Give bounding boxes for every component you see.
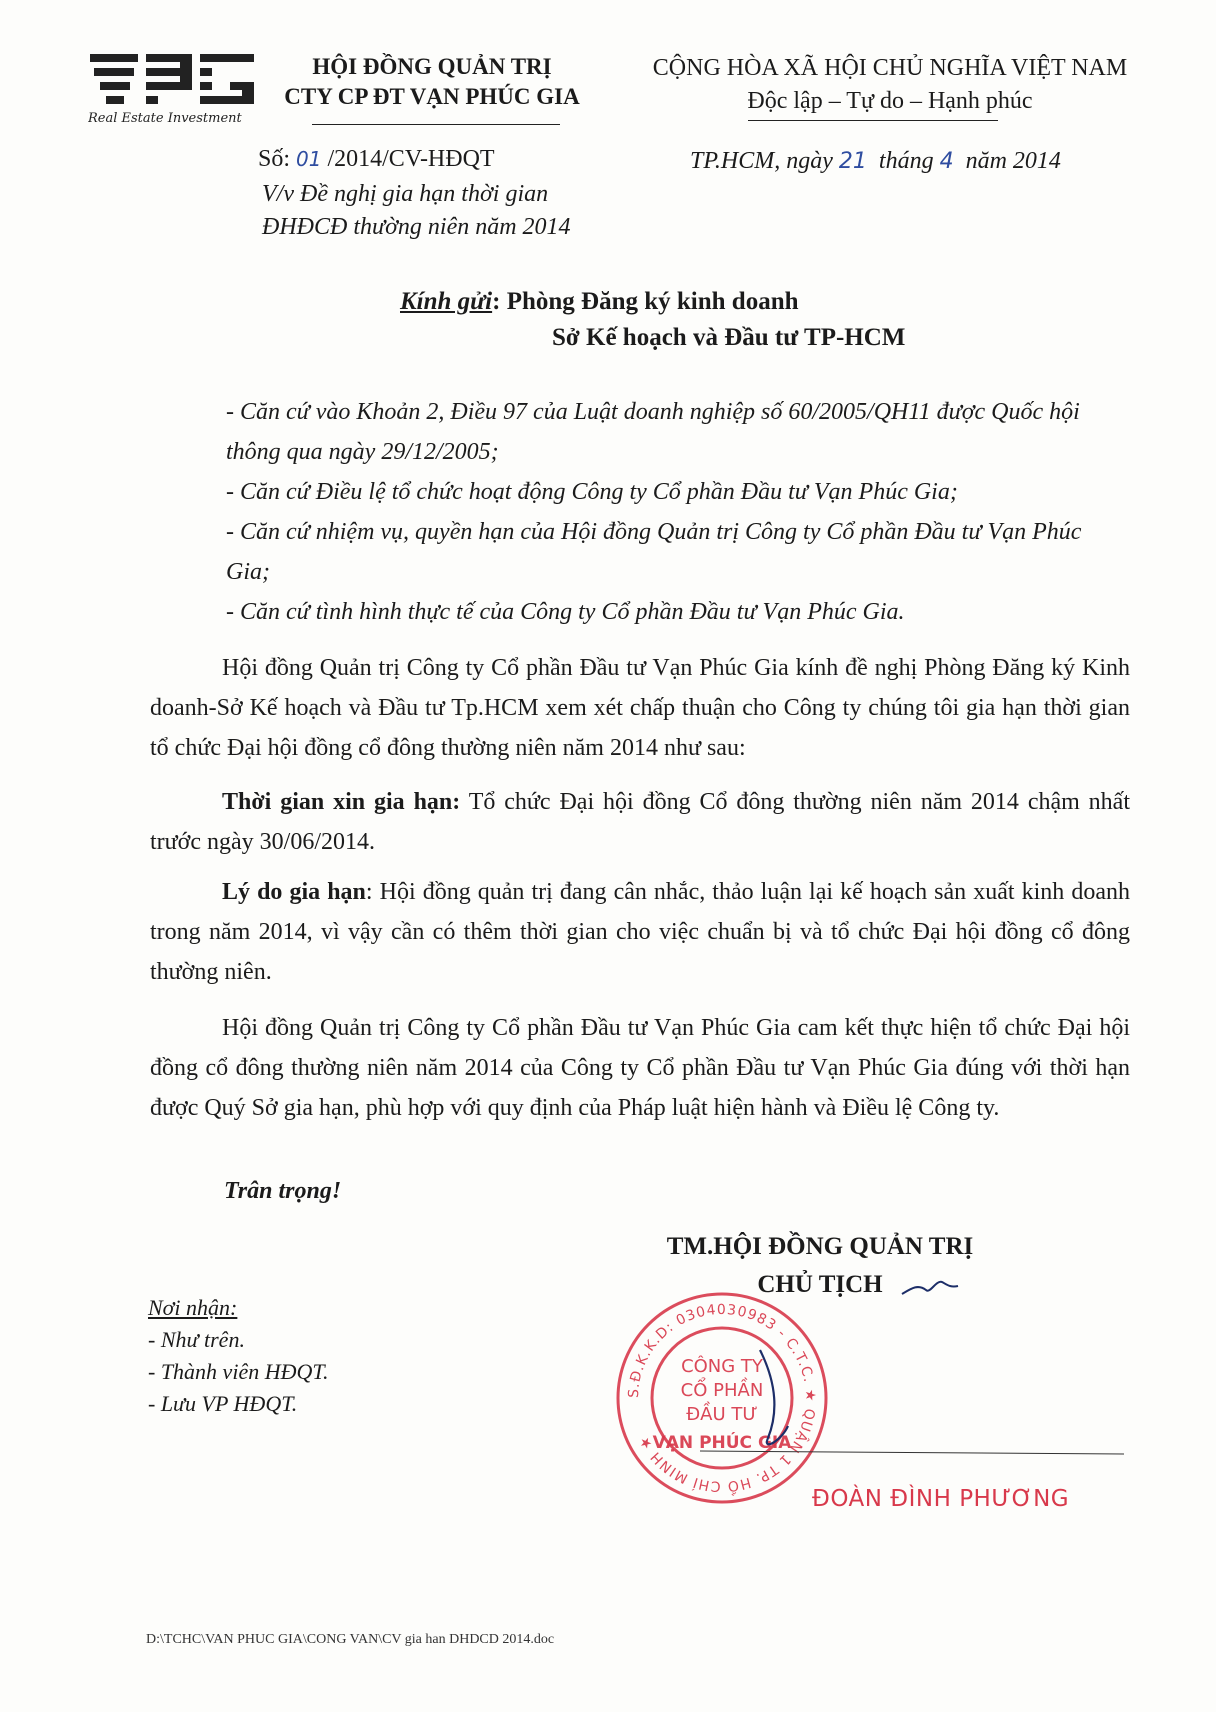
issuing-organization (262, 52, 602, 112)
stamp-ring-text: S.Đ.K.K.D: 0304030983 - C.T.C. ★ QUẬN 1 TP. HỒ CHÍ MINH ★ (625, 1301, 819, 1495)
date-prefix: TP.HCM, ngày (690, 148, 833, 174)
recipient: Kính gửi: Phòng Đăng ký kinh doanh Sở Kế hoạch và Đầu tư TP-HCM (400, 284, 905, 356)
document-number (258, 146, 495, 173)
basis-item: - Căn cứ tình hình thực tế của Công ty Cổ phần Đầu tư Vạn Phúc Gia. (226, 599, 905, 625)
org-divider (312, 124, 560, 125)
body-paragraph-request: Hội đồng Quản trị Công ty Cổ phần Đầu tư Vạn Phúc Gia kính đề nghị Phòng Đăng ký Kinh doanh-Sở Kế hoạch và Đầu tư Tp.HCM xem xét chấp thuận cho Công ty chúng tôi gia hạn thời gian tổ chức Đại hội đồng cổ đông thường niên năm 2014 như sau: (150, 655, 1130, 761)
signature-title1: TM.HỘI ĐỒNG QUẢN TRỊ (666, 1233, 974, 1260)
logo-tagline: Real Estate Investment (88, 111, 242, 126)
basis-item: - Căn cứ nhiệm vụ, quyền hạn của Hội đồng Quản trị Công ty Cổ phần Đầu tư Vạn Phúc Gia; (226, 519, 1082, 585)
recipient-line2: Sở Kế hoạch và Đầu tư TP-HCM (552, 324, 906, 351)
basis-item: - Căn cứ vào Khoản 2, Điều 97 của Luật doanh nghiệp số 60/2005/QH11 được Quốc hội thông qua ngày 29/12/2005; (226, 399, 1080, 465)
subject-line2: ĐHĐCĐ thường niên năm 2014 (262, 214, 571, 240)
document-subject (262, 178, 571, 244)
recipients-label: Nơi nhận: (148, 1295, 238, 1320)
subject-line1: V/v Đề nghị gia hạn thời gian (262, 181, 549, 207)
legal-basis-list (226, 392, 1126, 632)
body-paragraph-commitment: Hội đồng Quản trị Công ty Cổ phần Đầu tư Vạn Phúc Gia cam kết thực hiện tổ chức Đại hội đồng cổ đông thường niên năm 2014 của Công ty Cổ phần Đầu tư Vạn Phúc Gia đúng với thời hạn được Quý Sở gia hạn, phù hợp với quy định của Pháp luật hiện hành và Điều lệ Công ty. (150, 1015, 1130, 1121)
recipients-item: - Thành viên HĐQT. (148, 1359, 329, 1384)
signer-name: ĐOÀN ĐÌNH PHƯƠNG (812, 1486, 1070, 1512)
org-line1: HỘI ĐỒNG QUẢN TRỊ (312, 54, 552, 79)
vpg-logo (88, 50, 258, 134)
date-month-label: tháng (878, 148, 934, 174)
body-paragraph-extension-time (150, 782, 1130, 862)
stamp-line1: CÔNG TY (681, 1356, 763, 1377)
signature-title2: CHỦ TỊCH (757, 1271, 883, 1298)
initials-mark-icon (900, 1274, 960, 1300)
stamp-line2: CỔ PHẦN (680, 1380, 764, 1401)
body-paragraph-reason (150, 872, 1130, 992)
recipients-item: - Như trên. (148, 1327, 245, 1352)
recipient-line1: Phòng Đăng ký kinh doanh (506, 288, 799, 315)
date-year: năm 2014 (965, 148, 1061, 174)
reason-text: : Hội đồng quản trị đang cân nhắc, thảo luận lại kế hoạch sản xuất kinh doanh trong năm 2014, vì vậy cần có thêm thời gian cho việc chuẩn bị và tổ chức Đại hội đồng cổ đông thường niên. (150, 879, 1130, 985)
extension-time-text: Tổ chức Đại hội đồng Cổ đông thường niên năm 2014 chậm nhất trước ngày 30/06/2014. (150, 789, 1130, 855)
recipient-label: Kính gửi (400, 288, 493, 315)
recipients-item: - Lưu VP HĐQT. (148, 1391, 298, 1416)
doc-no-label: Số: (258, 146, 291, 172)
doc-no-handwritten: 01 (296, 147, 322, 171)
closing-greeting: Trân trọng! (224, 1178, 342, 1204)
basis-item: - Căn cứ Điều lệ tổ chức hoạt động Công ty Cổ phần Đầu tư Vạn Phúc Gia; (226, 479, 958, 505)
reason-label: Lý do gia hạn (222, 879, 366, 905)
org-line2: CTY CP ĐT VẠN PHÚC GIA (284, 84, 580, 109)
company-seal-icon (612, 1288, 832, 1508)
motto-divider (748, 120, 998, 121)
stamp-line4: VẠN PHÚC GIA (652, 1433, 792, 1453)
document-date (690, 148, 1061, 175)
extension-time-label: Thời gian xin gia hạn: (222, 789, 461, 815)
file-path-footer: D:\TCHC\VAN PHUC GIA\CONG VAN\CV gia han DHDCD 2014.doc (146, 1632, 555, 1647)
stamp-line3: ĐẦU TƯ (686, 1404, 758, 1425)
recipients-block (148, 1292, 328, 1420)
nation-line2: Độc lập – Tự do – Hạnh phúc (747, 88, 1033, 114)
date-day: 21 (838, 149, 867, 174)
national-motto (630, 52, 1150, 118)
doc-no-suffix: /2014/CV-HĐQT (327, 146, 495, 172)
date-month: 4 (939, 149, 954, 174)
nation-line1: CỘNG HÒA XÃ HỘI CHỦ NGHĨA VIỆT NAM (652, 55, 1128, 81)
